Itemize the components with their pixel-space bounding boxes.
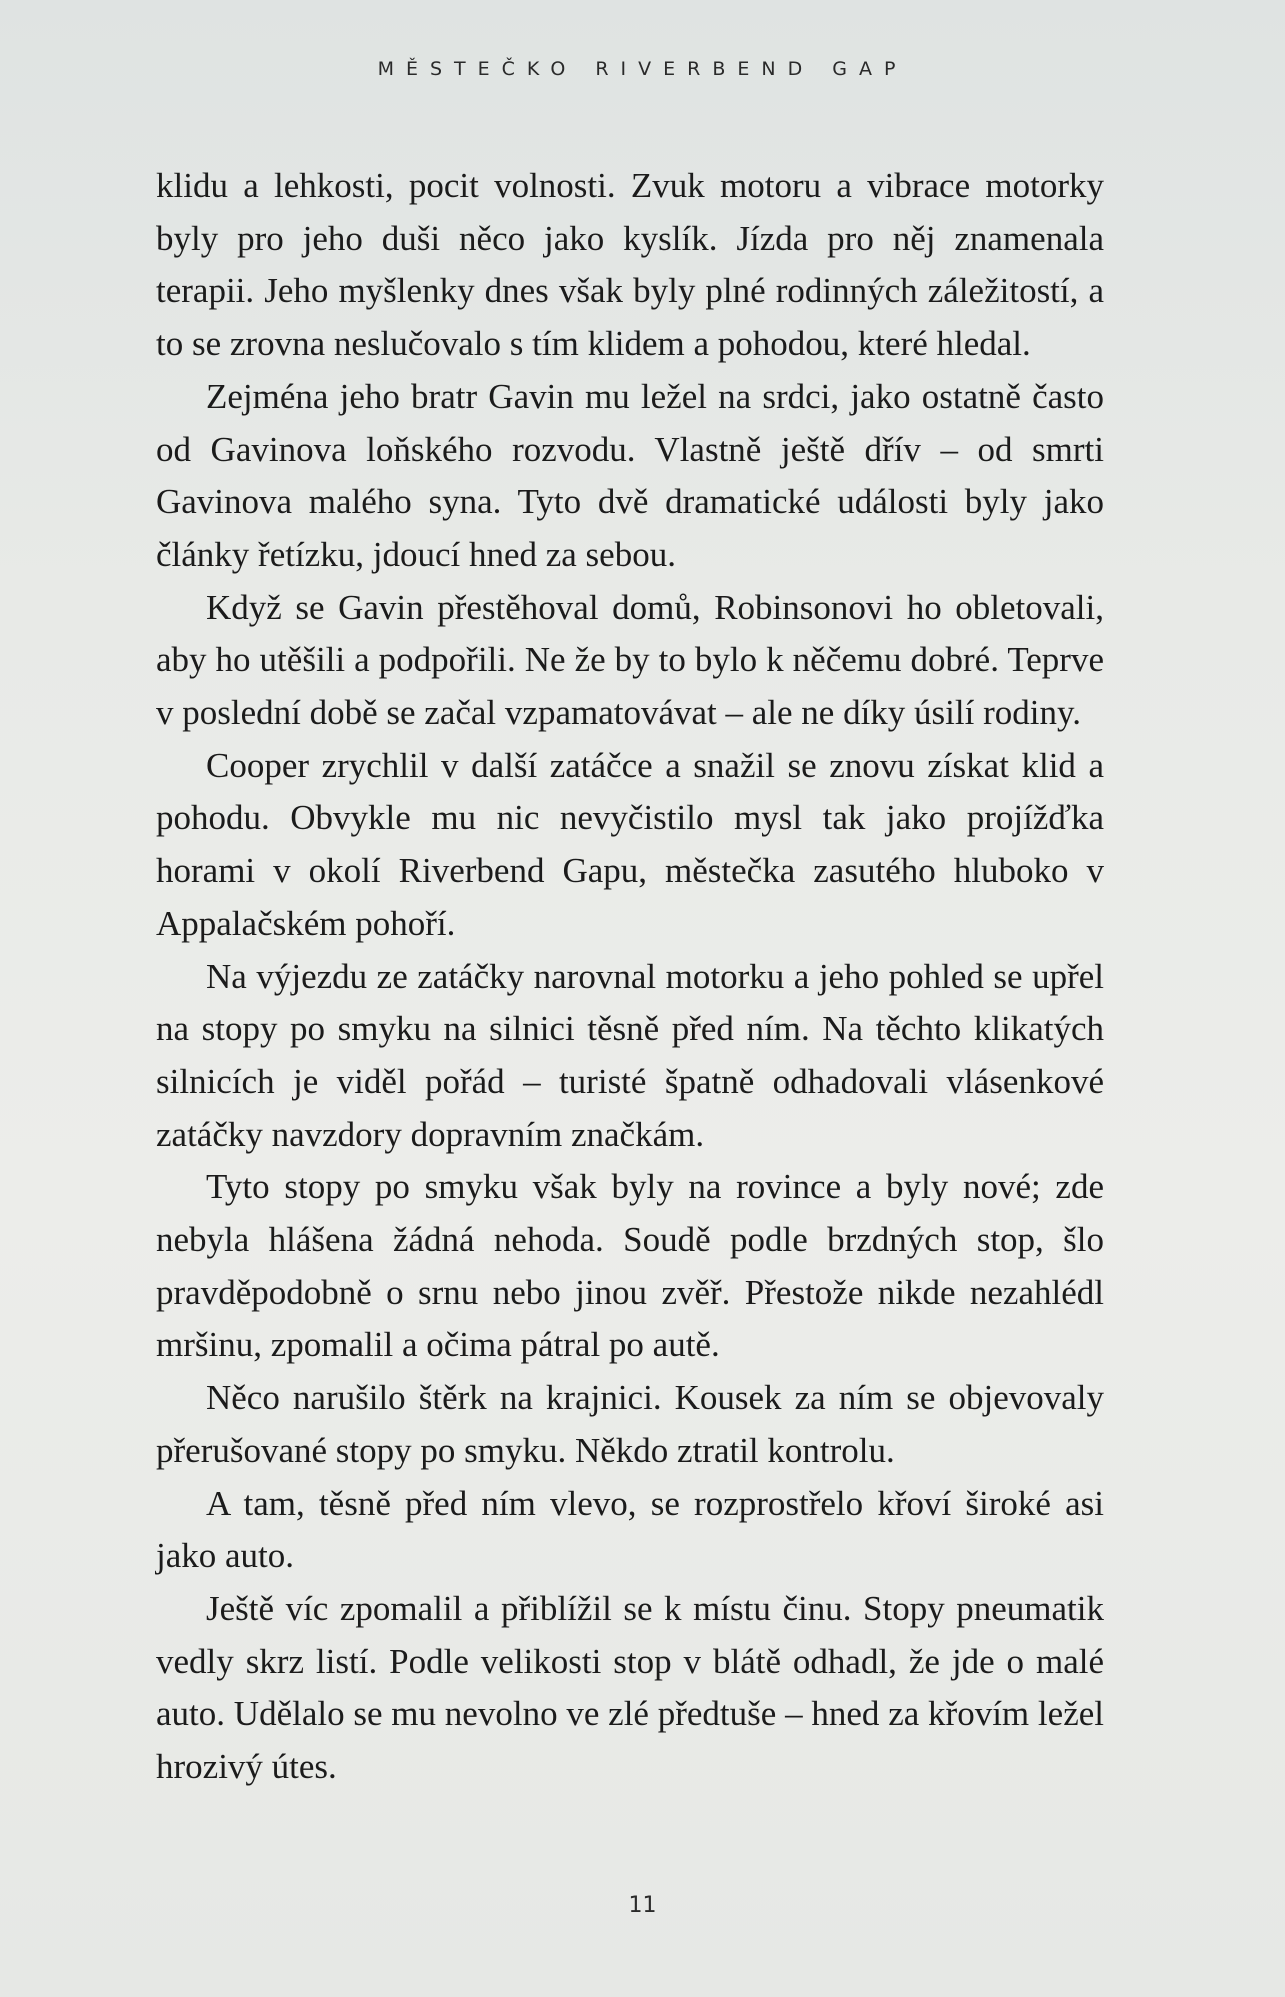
paragraph: Něco narušilo štěrk na krajnici. Kousek za ním se objevovaly přerušované stopy po smyku. Někdo ztratil kontrolu. bbox=[156, 1378, 1104, 1470]
running-head: MĚSTEČKO RIVERBEND GAP bbox=[377, 58, 908, 80]
body-text bbox=[156, 160, 1104, 1794]
paragraph: Zejména jeho bratr Gavin mu ležel na srdci, jako ostatně často od Gavinova loňského rozvodu. Vlastně ještě dřív – od smrti Gavinova malého syna. Tyto dvě dramatické události byly jako články řetízku, jdoucí hned za sebou. bbox=[156, 376, 1104, 574]
paragraph: Ještě víc zpomalil a přiblížil se k místu činu. Stopy pneumatik vedly skrz listí. Podle velikosti stop v blátě odhadl, že jde o malé auto. Udělalo se mu nevolno ve zlé předtuše – hned za křovím ležel hrozivý útes. bbox=[156, 1588, 1104, 1787]
paragraph: Cooper zrychlil v další zatáčce a snažil se znovu získat klid a pohodu. Obvykle mu nic nevyčistilo mysl tak jako projížďka horami v okolí Riverbend Gapu, městečka zasutého hluboko v Appalačském pohoří. bbox=[156, 745, 1104, 943]
paragraph: A tam, těsně před ním vlevo, se rozprostřelo křoví široké asi jako auto. bbox=[156, 1483, 1104, 1576]
page-number: 11 bbox=[628, 1893, 657, 1918]
paragraph: Na výjezdu ze zatáčky narovnal motorku a jeho pohled se upřel na stopy po smyku na silnici těsně před ním. Na těchto klikatých silnicích je viděl pořád – turisté špatně odhadovali vlásenkové zatáčky navzdory dopravním značkám. bbox=[156, 956, 1104, 1154]
paragraph: Tyto stopy po smyku však byly na rovince a byly nové; zde nebyla hlášena žádná nehoda. Soudě podle brzdných stop, šlo pravděpodobně o srnu nebo jinou zvěř. Přestože nikde nezahlédl mršinu, zpomalil a očima pátral po autě. bbox=[156, 1167, 1104, 1365]
paragraph: Když se Gavin přestěhoval domů, Robinsonovi ho obletovali, aby ho utěšili a podpořili. Ne že by to bylo k něčemu dobré. Teprve v poslední době se začal vzpamatovávat – ale ne díky úsilí rodiny. bbox=[156, 587, 1104, 733]
paragraph: klidu a lehkosti, pocit volnosti. Zvuk motoru a vibrace motorky byly pro jeho duši něco jako kyslík. Jízda pro něj znamenala terapii. Jeho myšlenky dnes však byly plné rodinných záležitostí, a to se zrovna neslučovalo s tím klidem a pohodou, které hledal. bbox=[156, 166, 1104, 364]
